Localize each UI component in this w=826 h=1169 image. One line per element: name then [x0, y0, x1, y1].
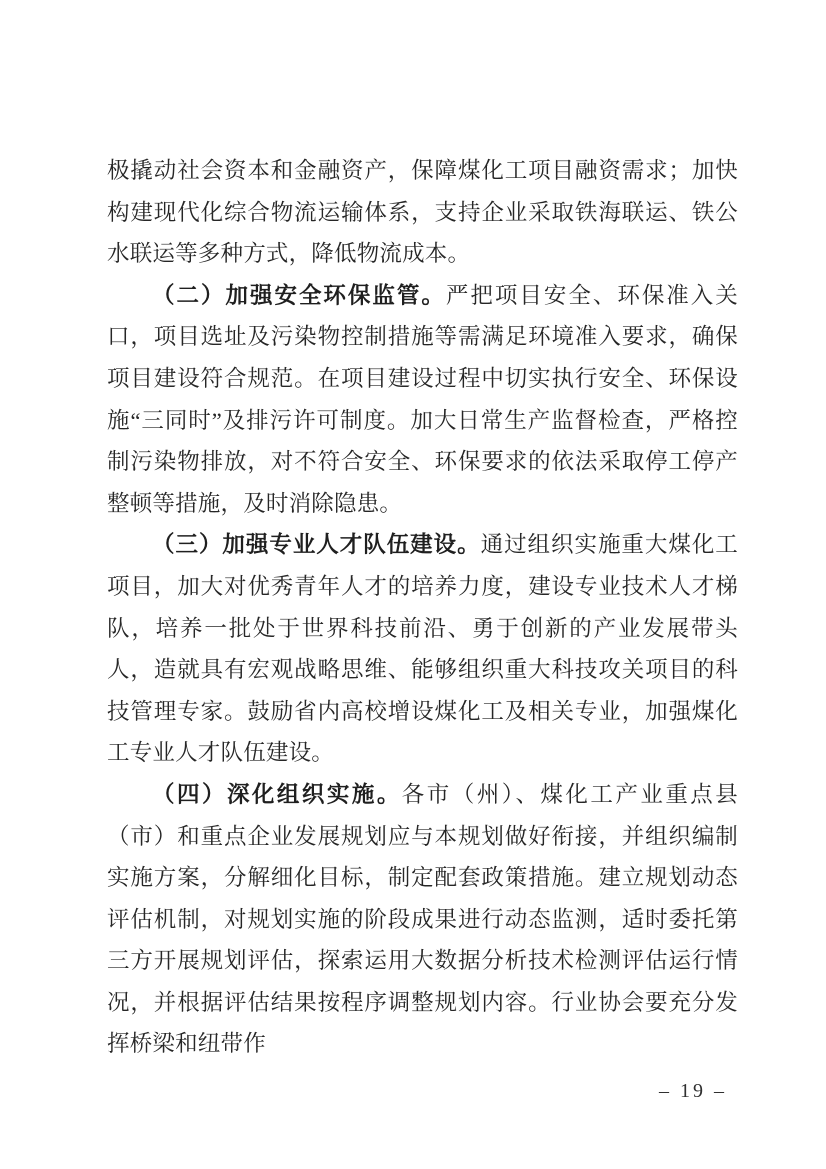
- paragraph: [107, 275, 738, 525]
- document-body: [107, 150, 738, 1065]
- section-heading: （三）加强专业人才队伍建设。: [152, 532, 481, 558]
- paragraph: [107, 150, 738, 275]
- paragraph-text: 严把项目安全、环保准入关口，项目选址及污染物控制措施等需满足环境准入要求，确保项目建设符合规范。在项目建设过程中切实执行安全、环保设施“三同时”及排污许可制度。加大日常生产监督检查，严格控制污染物排放，对不符合安全、环保要求的依法采取停工停产整顿等措施，及时消除隐患。: [107, 282, 738, 516]
- paragraph-text: 各市（州）、煤化工产业重点县（市）和重点企业发展规划应与本规划做好衔接，并组织编制实施方案，分解细化目标，制定配套政策措施。建立规划动态评估机制，对规划实施的阶段成果进行动态监测，适时委托第三方开展规划评估，探索运用大数据分析技术检测评估运行情况，并根据评估结果按程序调整规划内容。行业协会要充分发挥桥梁和纽带作: [107, 781, 738, 1057]
- paragraph-text: 极撬动社会资本和金融资产，保障煤化工项目融资需求；加快构建现代化综合物流运输体系，支持企业采取铁海联运、铁公水联运等多种方式，降低物流成本。: [107, 158, 738, 267]
- section-heading: （二）加强安全环保监管。: [152, 282, 446, 308]
- section-heading: （四）深化组织实施。: [152, 781, 402, 807]
- paragraph: [107, 524, 738, 774]
- paragraph-text: 通过组织实施重大煤化工项目，加大对优秀青年人才的培养力度，建设专业技术人才梯队，培养一批处于世界科技前沿、勇于创新的产业发展带头人，造就具有宏观战略思维、能够组织重大科技攻关项目的科技管理专家。鼓励省内高校增设煤化工及相关专业，加强煤化工专业人才队伍建设。: [107, 532, 738, 766]
- page-number: – 19 –: [659, 1080, 727, 1102]
- paragraph: [107, 774, 738, 1065]
